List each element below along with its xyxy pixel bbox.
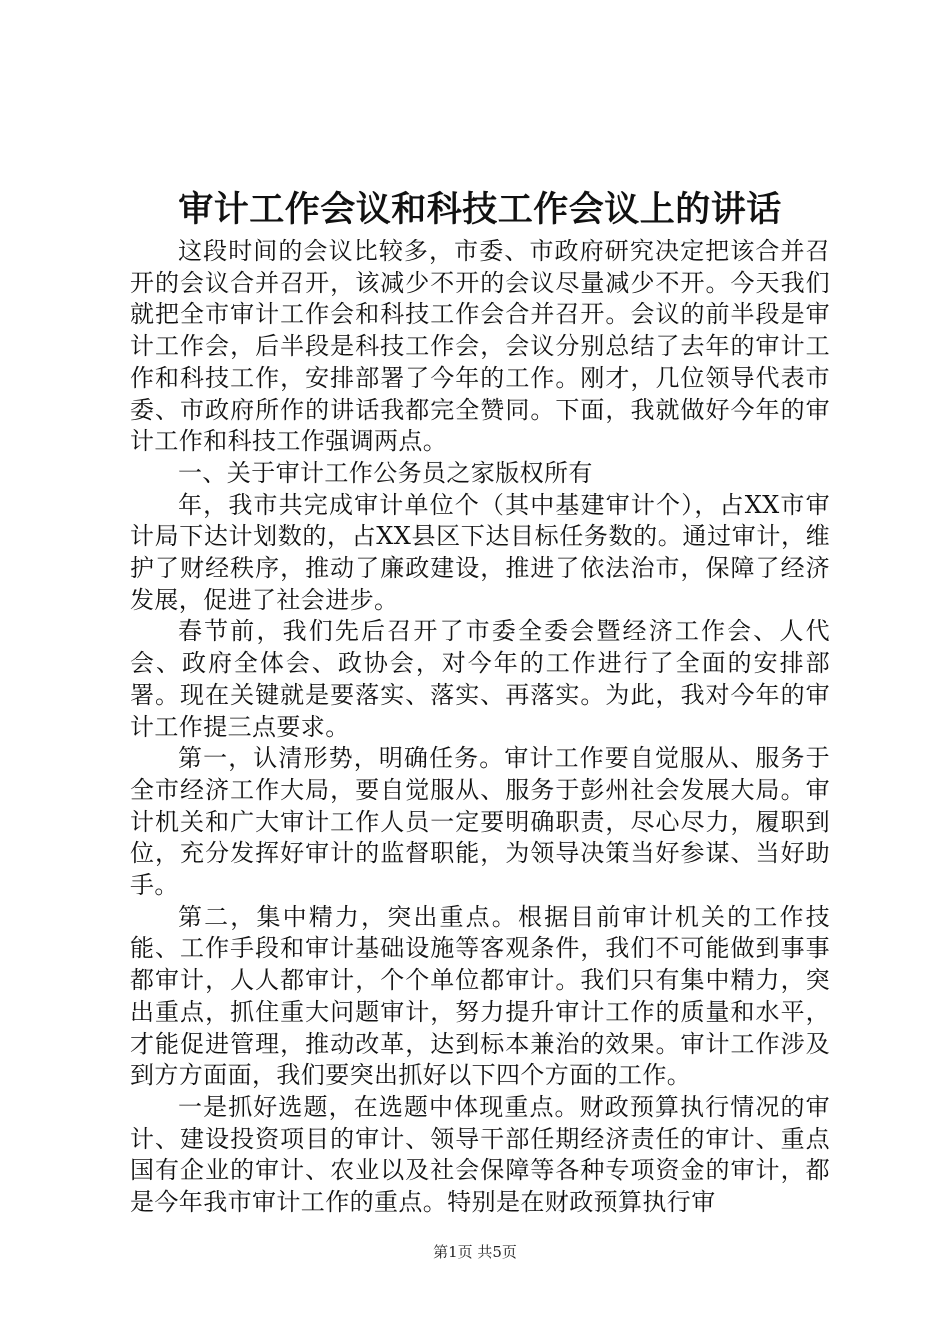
document-body xyxy=(130,236,830,1219)
paragraph-second-requirement: 第二，集中精力，突出重点。根据目前审计机关的工作技能、工作手段和审计基础设施等客观条件，我们不可能做到事事都审计，人人都审计，个个单位都审计。我们只有集中精力，突出重点，抓住重大问题审计，努力提升审计工作的质量和水平，才能促进管理，推动改革，达到标本兼治的效果。审计工作涉及到方方面面，我们要突出抓好以下四个方面的工作。 xyxy=(130,902,830,1090)
paragraph-spring-meetings: 春节前，我们先后召开了市委全委会暨经济工作会、人代会、政府全体会、政协会，对今年的工作进行了全面的安排部署。现在关键就是要落实、落实、再落实。为此，我对今年的审计工作提三点要求。 xyxy=(130,617,830,741)
paragraph-topic-selection: 一是抓好选题，在选题中体现重点。财政预算执行情况的审计、建设投资项目的审计、领导干部任期经济责任的审计、重点国有企业的审计、农业以及社会保障等各种专项资金的审计，都是今年我市审计工作的重点。特别是在财政预算执行审 xyxy=(130,1092,830,1217)
section-heading-audit: 一、关于审计工作公务员之家版权所有 xyxy=(178,458,593,487)
paragraph-intro: 这段时间的会议比较多，市委、市政府研究决定把该合并召开的会议合并召开，该减少不开的会议尽量减少不开。今天我们就把全市审计工作会和科技工作会合并召开。会议的前半段是审计工作会，后半段是科技工作会，会议分别总结了去年的审计工作和科技工作，安排部署了今年的工作。刚才，几位领导代表市委、市政府所作的讲话我都完全赞同。下面，我就做好今年的审计工作和科技工作强调两点。 xyxy=(130,237,830,456)
document-title: 审计工作会议和科技工作会议上的讲话 xyxy=(178,189,782,230)
paragraph-first-requirement: 第一，认清形势，明确任务。审计工作要自觉服从、服务于全市经济工作大局，要自觉服从、服务于彭州社会发展大局。审计机关和广大审计工作人员一定要明确职责，尽心尽力，履职到位，充分发挥好审计的监督职能，为领导决策当好参谋、当好助手。 xyxy=(130,744,830,900)
page-number-footer: 第1页 共5页 xyxy=(433,1243,517,1261)
paragraph-audit-results: 年，我市共完成审计单位个（其中基建审计个），占XX市审计局下达计划数的，占XX县区下达目标任务数的。通过审计，维护了财经秩序，推动了廉政建设，推进了依法治市，保障了经济发展，促进了社会进步。 xyxy=(130,490,830,614)
